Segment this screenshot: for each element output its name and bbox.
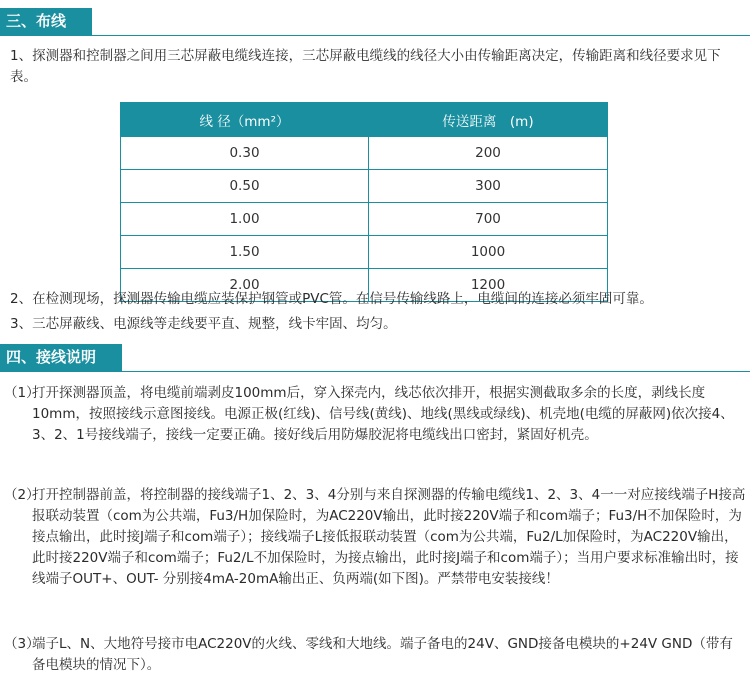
instruction-text-3: 端子L、N、大地符号接市电AC220V的火线、零线和大地线。端子备电的24V、GND接备电模块的+24V GND（带有备电模块的情况下）。 xyxy=(32,636,733,673)
instruction-text-1: 打开探测器顶盖，将电缆前端剥皮100mm后，穿入探壳内，线芯依次排开，根据实测截取多余的长度，剥线长度10mm，按照接线示意图接线。电源正极(红线)、信号线(黄线)、地线(黑线或绿线)、机壳地(电缆的屏蔽网)依次接4、3、2、1号接线端子，接线一定要正确。接好线后用防爆胶泥将电缆线出口密封，紧固好机壳。 xyxy=(32,385,734,443)
table-header-row xyxy=(121,103,608,137)
instruction-paragraph-2 xyxy=(4,485,746,590)
table-cell: 1.00 xyxy=(121,203,369,236)
instruction-number-2: （2） xyxy=(4,487,40,503)
section-divider xyxy=(0,35,750,36)
wire-spec-table xyxy=(120,102,608,302)
table-cell: 0.50 xyxy=(121,170,369,203)
table-cell: 300 xyxy=(369,170,608,203)
table-cell: 0.30 xyxy=(121,137,369,170)
column-header-distance: 传送距离 (m) xyxy=(369,103,608,137)
instruction-paragraph-3 xyxy=(4,634,746,676)
table-cell: 1000 xyxy=(369,236,608,269)
wiring-item-2-text: 2、在检测现场，探测器传输电缆应装保护钢管或PVC管。在信号传输线路上，电缆间的连接必须牢固可靠。 xyxy=(10,291,653,307)
table-row xyxy=(121,203,608,236)
wiring-item-1 xyxy=(10,46,740,88)
instruction-number-3: （3） xyxy=(4,636,40,652)
table-cell: 700 xyxy=(369,203,608,236)
section-heading-wiring: 三、布线 xyxy=(0,8,92,35)
table-cell: 2.00 xyxy=(121,269,369,302)
table-cell: 1.50 xyxy=(121,236,369,269)
wiring-item-3 xyxy=(10,314,740,335)
section-heading-wiring-instructions: 四、接线说明 xyxy=(0,344,122,371)
instruction-paragraph-1 xyxy=(4,383,746,446)
instruction-number-1: （1） xyxy=(4,385,40,401)
table-row xyxy=(121,170,608,203)
table-row xyxy=(121,236,608,269)
wiring-item-2 xyxy=(10,289,750,310)
table-cell: 1200 xyxy=(369,269,608,302)
wiring-item-3-text: 3、三芯屏蔽线、电源线等走线要平直、规整，线卡牢固、均匀。 xyxy=(10,316,397,332)
section-divider xyxy=(0,371,750,372)
instruction-text-2: 打开控制器前盖，将控制器的接线端子1、2、3、4分别与来自探测器的传输电缆线1、2、3、4一一对应接线端子H接高报联动装置（com为公共端，Fu3/H加保险时，为AC220V输出，此时接220V端子和com端子；Fu3/H不加保险时，为接点输出，此时接J端子和com端子）；接线端子L接低报联动装置（com为公共端，Fu2/L加保险时，为AC220V输出，此时接220V端子和com端子；Fu2/L不加保险时，为接点输出，此时接J端子和com端子）；当用户要求标准输出时，接线端子OUT+、OUT- 分别接4mA-20mA输出正、负两端(如下图)。严禁带电安装接线！ xyxy=(32,487,746,587)
table-cell: 200 xyxy=(369,137,608,170)
table-row xyxy=(121,137,608,170)
column-header-diameter: 线 径（mm²） xyxy=(121,103,369,137)
wiring-item-1-text: 1、探测器和控制器之间用三芯屏蔽电缆线连接，三芯屏蔽电缆线的线径大小由传输距离决定，传输距离和线径要求见下表。 xyxy=(10,48,721,85)
